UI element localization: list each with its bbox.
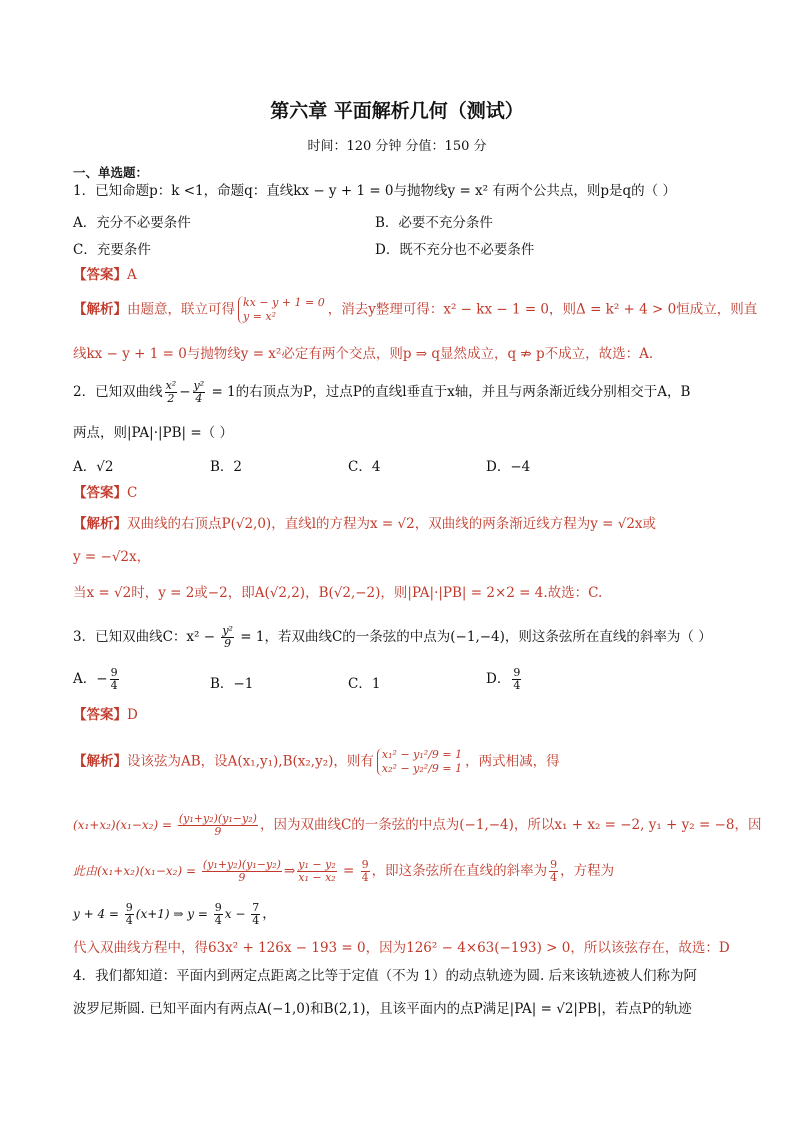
denominator: 9 bbox=[214, 825, 222, 838]
explanation-text: ，两式相减，得 bbox=[465, 753, 560, 770]
equation: (x₁+x₂)(x₁−x₂) = bbox=[73, 818, 176, 832]
fraction bbox=[125, 902, 134, 927]
numerator: (y₁+y₂)(y₁−y₂) bbox=[202, 858, 281, 871]
q1-option-d: D．既不充分也不必要条件 bbox=[375, 242, 535, 258]
explanation-tag: 【解析】 bbox=[73, 301, 127, 318]
q3-option-c: C．1 bbox=[348, 676, 381, 692]
q1-option-a: A．充分不必要条件 bbox=[73, 215, 191, 231]
numerator: y² bbox=[193, 379, 205, 392]
numerator: (y₁+y₂)(y₁−y₂) bbox=[178, 812, 257, 825]
fraction bbox=[512, 667, 521, 692]
answer-value: D bbox=[127, 707, 138, 723]
numerator: y² bbox=[222, 624, 233, 637]
numerator: 9 bbox=[513, 666, 521, 679]
q3-explanation-line-2 bbox=[73, 813, 762, 838]
q3-explanation-line-1 bbox=[73, 748, 560, 776]
stem-text: = 1，若双曲线C的一条弦的中点为(−1,−4)，则这条弦所在直线的斜率为（ ） bbox=[235, 629, 712, 645]
numerator: 9 bbox=[125, 901, 133, 914]
implies-symbol: ⇒ bbox=[283, 863, 296, 879]
fraction bbox=[361, 859, 370, 884]
q2-explanation-line-1 bbox=[73, 515, 656, 533]
denominator: 4 bbox=[214, 914, 222, 927]
answer-tag: 【答案】 bbox=[73, 485, 127, 501]
equation: x₁² − y₁²/9 = 1 bbox=[381, 748, 463, 761]
denominator: 4 bbox=[513, 679, 521, 692]
q1-explanation-line-1 bbox=[73, 296, 757, 324]
numerator: x² bbox=[165, 379, 177, 392]
fraction bbox=[251, 902, 260, 927]
denominator: 4 bbox=[550, 871, 558, 884]
denominator: 9 bbox=[224, 637, 232, 650]
explanation-text: ，因为双曲线C的一条弦的中点为(−1,−4)，所以x₁ + x₂ = −2, y₁ + y₂ = −8，因 bbox=[259, 817, 762, 833]
q1-option-c: C．充要条件 bbox=[73, 242, 151, 258]
denominator: 4 bbox=[125, 914, 133, 927]
q3-option-b: B．−1 bbox=[210, 676, 254, 692]
stem-text: 2．已知双曲线 bbox=[73, 384, 163, 400]
numerator: y₁ − y₂ bbox=[298, 858, 336, 871]
q4-stem-line-2: 波罗尼斯圆. 已知平面内有两点A(−1,0)和B(2,1)，且该平面内的点P满足|PA| = √2|PB|，若点P的轨迹 bbox=[73, 1001, 692, 1017]
numerator: 9 bbox=[550, 858, 558, 871]
section-heading: 一、单选题： bbox=[73, 165, 149, 180]
fraction bbox=[178, 813, 258, 838]
fraction bbox=[110, 667, 119, 692]
equation: kx − y + 1 = 0 bbox=[243, 296, 325, 309]
explanation-tag: 【解析】 bbox=[73, 753, 127, 770]
q2-option-c: C．4 bbox=[348, 459, 381, 475]
page-title: 第六章 平面解析几何（测试） bbox=[270, 100, 524, 122]
q4-stem-line-1: 4．我们都知道：平面内到两定点距离之比等于定值（不为 1）的动点轨迹为圆. 后来该轨迹被人们称为阿 bbox=[73, 968, 698, 984]
denominator: 4 bbox=[195, 392, 203, 405]
equation: y + 4 = bbox=[73, 907, 123, 921]
q3-option-d bbox=[486, 667, 523, 692]
equation: y = x² bbox=[243, 310, 277, 323]
fraction bbox=[221, 625, 234, 650]
explanation-tag: 【解析】 bbox=[73, 516, 127, 532]
q2-option-a: A．√2 bbox=[73, 459, 114, 475]
equation: (x+1) ⇒ y = bbox=[135, 907, 212, 921]
q3-explanation-line-3 bbox=[73, 859, 614, 884]
numerator: 9 bbox=[110, 666, 118, 679]
fraction bbox=[202, 859, 282, 884]
option-label: D． bbox=[486, 671, 511, 687]
fraction bbox=[549, 859, 558, 884]
explanation-text: 双曲线的右顶点P(√2,0)，直线l的方程为x = √2，双曲线的两条渐近线方程为y = √2x或 bbox=[127, 516, 657, 532]
equation: x − bbox=[224, 907, 250, 921]
q3-option-a bbox=[73, 667, 121, 692]
explanation-text: 设该弦为AB，设A(x₁,y₁),B(x₂,y₂)，则有 bbox=[127, 753, 374, 770]
fraction bbox=[297, 859, 336, 884]
fraction bbox=[165, 380, 178, 405]
equals-symbol: = bbox=[338, 863, 359, 879]
q1-explanation-line-2: 线kx − y + 1 = 0与抛物线y = x²必定有两个交点，则p ⇒ q显然成立，q ⇏ p不成立，故选：A. bbox=[73, 346, 654, 362]
numerator: 9 bbox=[361, 858, 369, 871]
q2-explanation-line-2: y = −√2x， bbox=[73, 549, 151, 565]
answer-tag: 【答案】 bbox=[73, 707, 127, 723]
numerator: 9 bbox=[214, 901, 222, 914]
q2-option-d: D．−4 bbox=[486, 459, 531, 475]
q2-stem-line-1: 2．已知双曲线 $\frac{\text{x²}}{2}$ − $\frac{\text{y²}}{4}$ = 1的右顶点为P，过点P的直线l垂直于x轴，并且与两条渐近线分别相交于A，B bbox=[73, 379, 691, 405]
q1-stem: 1．已知命题p：k <1，命题q：直线kx − y + 1 = 0与抛物线y = x² 有两个公共点，则p是q的（ ） bbox=[73, 183, 676, 199]
stem-text: 3．已知双曲线C：x² − bbox=[73, 629, 220, 645]
explanation-text: ，方程为 bbox=[560, 863, 615, 879]
q3-answer bbox=[73, 706, 138, 724]
equation: 此由(x₁+x₂)(x₁−x₂) = bbox=[73, 864, 200, 878]
explanation-text: 由题意，联立可得 bbox=[127, 301, 235, 318]
denominator: 4 bbox=[110, 679, 118, 692]
equation-system bbox=[238, 296, 325, 324]
denominator: 4 bbox=[252, 914, 260, 927]
q1-option-b: B．必要不充分条件 bbox=[375, 215, 493, 231]
q2-explanation-line-3: 当x = √2时，y = 2或−2，即A(√2,2)，B(√2,−2)，则|PA|·|PB| = 2×2 = 4.故选：C. bbox=[73, 585, 603, 601]
answer-value: A bbox=[127, 267, 137, 283]
q3-explanation-line-4 bbox=[73, 902, 276, 927]
explanation-text: ，即这条弦所在直线的斜率为 bbox=[371, 863, 548, 879]
q1-answer bbox=[73, 266, 137, 284]
denominator: x₁ − x₂ bbox=[298, 871, 336, 884]
denominator: 9 bbox=[238, 871, 246, 884]
stem-text: = 1的右顶点为P，过点P的直线l垂直于x轴，并且与两条渐近线分别相交于A，B bbox=[207, 384, 691, 400]
numerator: 7 bbox=[252, 901, 260, 914]
exam-info: 时间：120 分钟 分值：150 分 bbox=[307, 139, 487, 154]
fraction bbox=[193, 380, 206, 405]
explanation-text: ，消去y整理可得：x² − kx − 1 = 0，则Δ = k² + 4 > 0恒成立，则直 bbox=[327, 301, 758, 318]
option-label: A．− bbox=[73, 671, 108, 687]
q2-answer bbox=[73, 484, 137, 502]
q2-stem-line-2: 两点，则|PA|·|PB| =（ ） bbox=[73, 425, 233, 441]
denominator: 2 bbox=[167, 392, 175, 405]
q3-explanation-line-5: 代入双曲线方程中，得63x² + 126x − 193 = 0，因为126² − 4×63(−193) > 0，所以该弦存在，故选：D bbox=[73, 940, 730, 956]
q3-stem bbox=[73, 625, 712, 650]
equation: x₂² − y₂²/9 = 1 bbox=[381, 762, 463, 775]
denominator: 4 bbox=[361, 871, 369, 884]
answer-value: C bbox=[127, 485, 138, 501]
fraction bbox=[214, 902, 223, 927]
equation-system bbox=[377, 748, 462, 776]
q2-option-b: B．2 bbox=[210, 459, 243, 475]
punctuation: ， bbox=[262, 906, 276, 922]
answer-tag: 【答案】 bbox=[73, 267, 127, 283]
